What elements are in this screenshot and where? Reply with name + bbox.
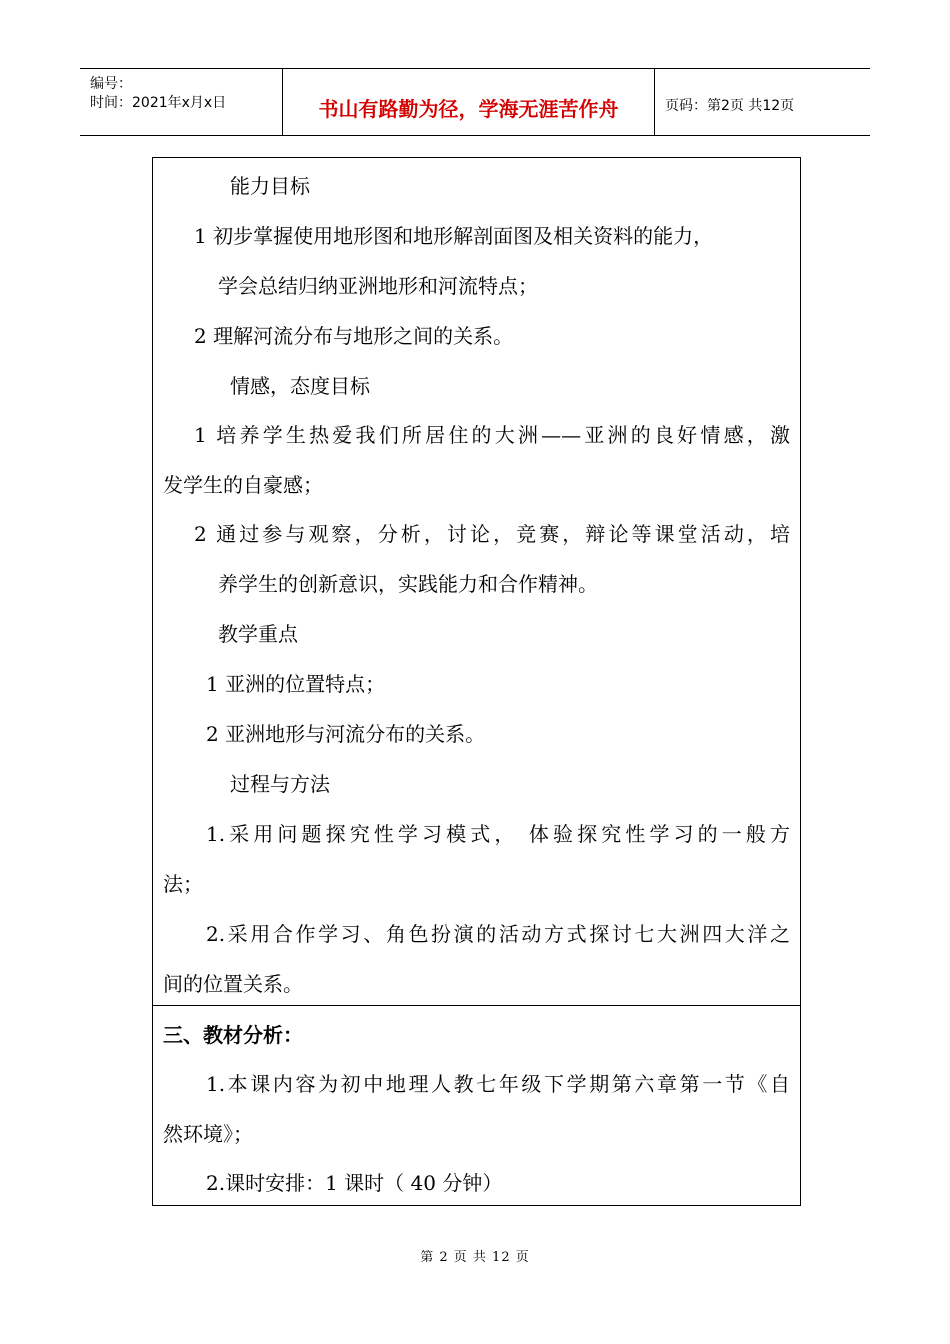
ability-item-2: 2 理解河流分布与地形之间的关系。: [194, 324, 514, 348]
page-info: 页码：第2页 共12页: [665, 98, 795, 114]
section-divider: [153, 1005, 800, 1006]
analysis-item-2: 2.课时安排：1 课时（ 40 分钟）: [206, 1171, 503, 1195]
header-motto-cell: [283, 69, 655, 135]
key-item-2: 2 亚洲地形与河流分布的关系。: [206, 722, 486, 746]
page-header: [80, 68, 870, 136]
emotion-item-1: 1 培养学生热爱我们所居住的大洲——亚洲的良好情感，激: [194, 423, 790, 447]
process-item-2-cont: 间的位置关系。: [163, 972, 303, 996]
header-page-cell: [655, 69, 870, 135]
page-footer: 第 2 页 共 12 页: [420, 1250, 530, 1265]
analysis-item-1-cont: 然环境》；: [163, 1122, 253, 1146]
process-title: 过程与方法: [230, 772, 330, 796]
analysis-title: 三、教材分析：: [163, 1023, 303, 1047]
emotion-item-2: 2 通过参与观察，分析，讨论，竞赛，辩论等课堂活动，培: [194, 522, 790, 546]
analysis-item-1: 1.本课内容为初中地理人教七年级下学期第六章第一节《自: [206, 1072, 790, 1096]
header-meta-cell: [80, 69, 283, 135]
key-item-1: 1 亚洲的位置特点；: [206, 672, 386, 696]
process-item-1: 1.采用问题探究性学习模式， 体验探究性学习的一般方: [206, 822, 790, 846]
ability-item-1-cont: 学会总结归纳亚洲地形和河流特点；: [218, 274, 538, 298]
ability-item-1: 1 初步掌握使用地形图和地形解剖面图及相关资料的能力，: [194, 224, 714, 248]
process-item-1-cont: 法；: [163, 872, 203, 896]
key-title: 教学重点: [218, 622, 298, 646]
document-date: 时间：2021年x月x日: [90, 95, 227, 111]
motto-text: 书山有路勤为径，学海无涯苦作舟: [318, 97, 619, 121]
ability-title: 能力目标: [230, 174, 310, 198]
content-table: [152, 157, 801, 1206]
emotion-item-2-cont: 养学生的创新意识，实践能力和合作精神。: [218, 572, 598, 596]
document-code: 编号：: [90, 76, 132, 92]
emotion-item-1-cont: 发学生的自豪感；: [163, 473, 323, 497]
emotion-title: 情感，态度目标: [230, 374, 370, 398]
process-item-2: 2.采用合作学习、角色扮演的活动方式探讨七大洲四大洋之: [206, 922, 790, 946]
